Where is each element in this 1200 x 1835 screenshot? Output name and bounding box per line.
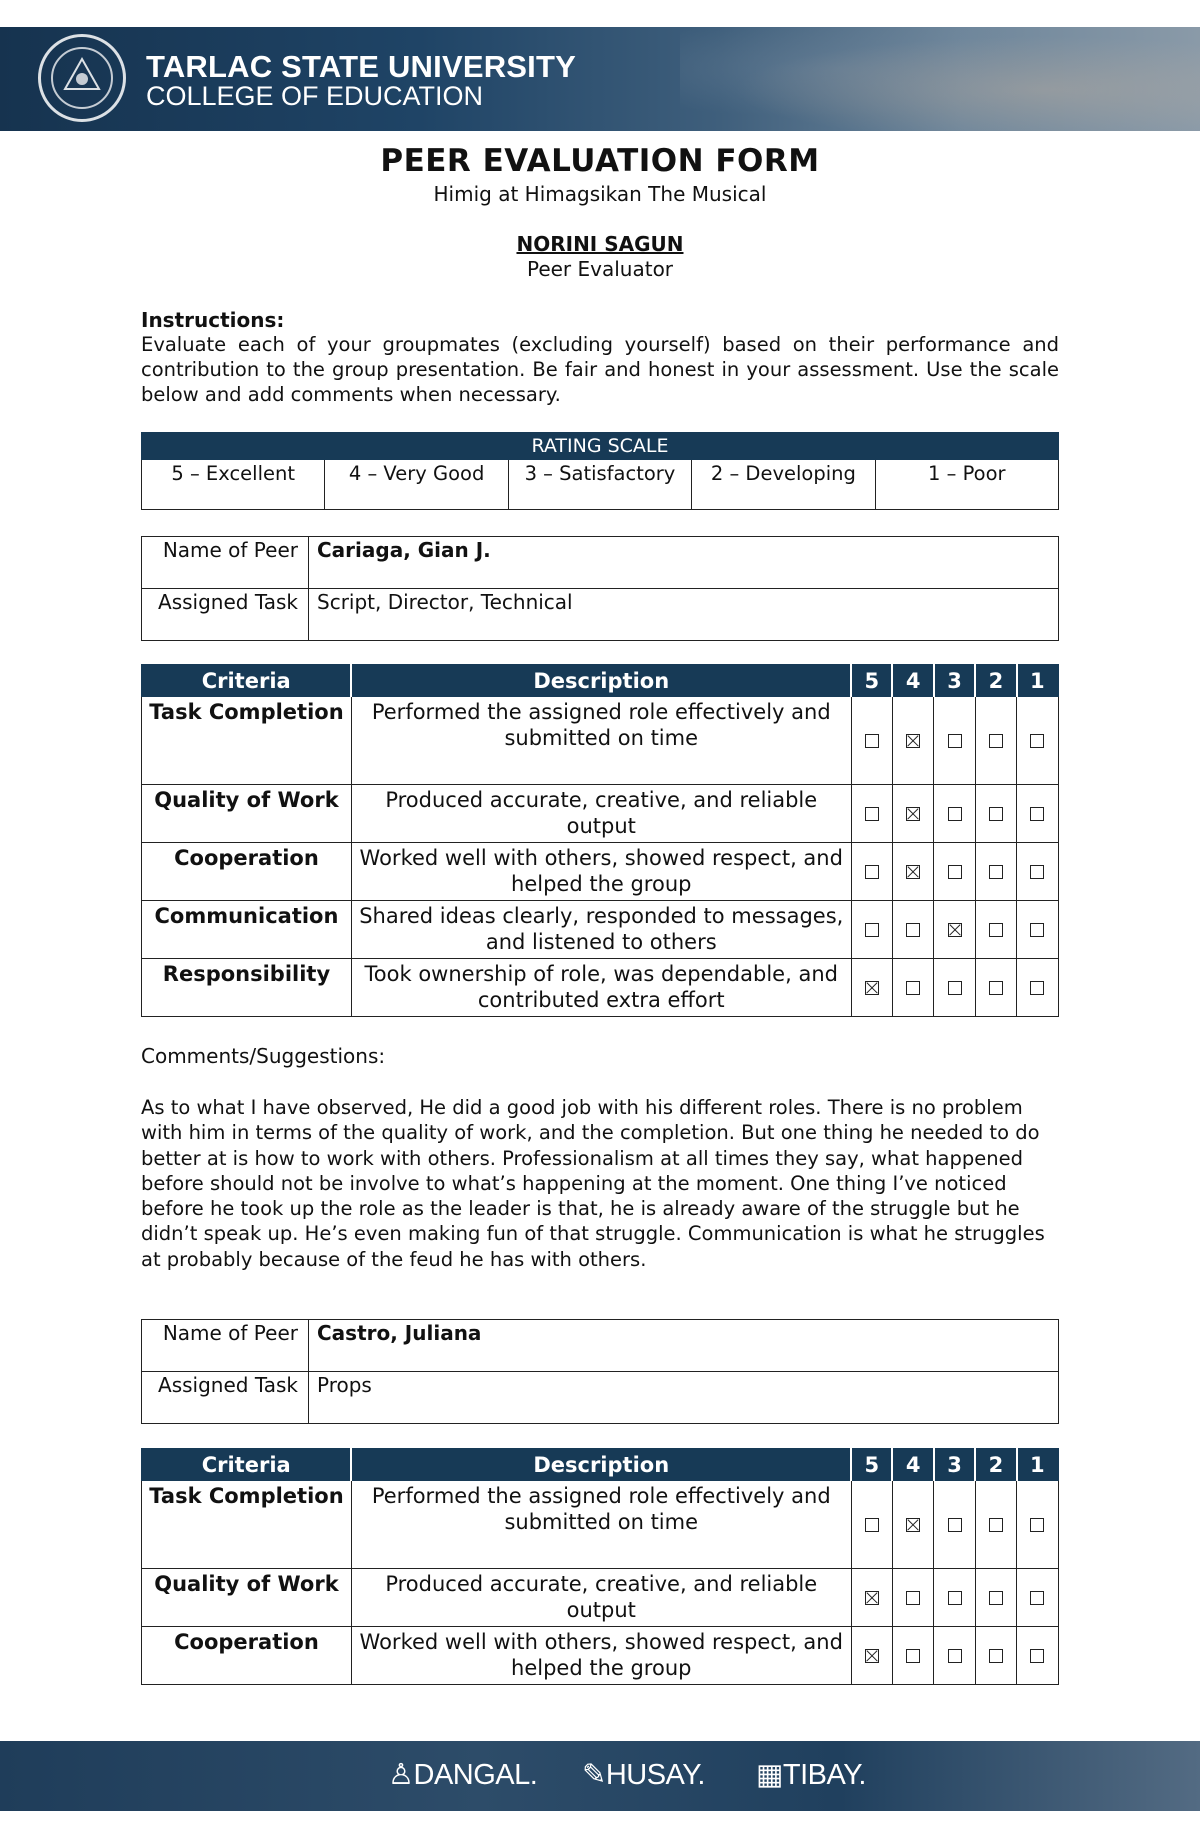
checkbox[interactable] bbox=[948, 734, 962, 748]
checkbox[interactable] bbox=[1030, 1649, 1044, 1663]
book-icon: ✎ bbox=[582, 1759, 606, 1791]
criteria-row bbox=[142, 843, 1059, 901]
banner-photo bbox=[680, 27, 1200, 131]
score-cell bbox=[892, 785, 933, 843]
criterion-description: Performed the assigned role effectively and submitted on time bbox=[351, 1481, 851, 1569]
checkbox[interactable] bbox=[1030, 734, 1044, 748]
checkbox[interactable] bbox=[989, 981, 1003, 995]
criteria-row bbox=[142, 959, 1059, 1017]
checkbox[interactable] bbox=[906, 981, 920, 995]
checked-checkbox[interactable] bbox=[865, 981, 879, 995]
score-cell bbox=[934, 959, 975, 1017]
criteria-row bbox=[142, 785, 1059, 843]
score-cell bbox=[975, 1627, 1016, 1685]
checkbox[interactable] bbox=[989, 1591, 1003, 1605]
score-cell bbox=[934, 697, 975, 785]
score-cell bbox=[892, 901, 933, 959]
peer-info-table bbox=[141, 536, 1059, 641]
checkbox[interactable] bbox=[865, 865, 879, 879]
score-cell bbox=[934, 1627, 975, 1685]
score-header: 1 bbox=[1017, 665, 1058, 697]
score-cell bbox=[975, 785, 1016, 843]
score-cell bbox=[975, 1481, 1016, 1569]
criterion-description: Produced accurate, creative, and reliable output bbox=[351, 1569, 851, 1627]
score-cell bbox=[975, 959, 1016, 1017]
score-cell bbox=[975, 697, 1016, 785]
assigned-task-label: Assigned Task bbox=[142, 1372, 309, 1424]
checked-checkbox[interactable] bbox=[906, 734, 920, 748]
assigned-task: Script, Director, Technical bbox=[309, 589, 1059, 641]
instructions-label: Instructions: bbox=[141, 308, 285, 332]
checkbox[interactable] bbox=[989, 734, 1003, 748]
checked-checkbox[interactable] bbox=[906, 807, 920, 821]
assigned-task: Props bbox=[309, 1372, 1059, 1424]
score-header: 2 bbox=[975, 1449, 1016, 1481]
university-seal bbox=[38, 34, 126, 122]
score-cell bbox=[892, 1481, 933, 1569]
checkbox[interactable] bbox=[989, 1649, 1003, 1663]
scale-level: 3 – Satisfactory bbox=[508, 460, 691, 510]
score-header: 3 bbox=[934, 1449, 975, 1481]
criterion-name: Task Completion bbox=[142, 1481, 352, 1569]
score-cell bbox=[851, 959, 892, 1017]
checkbox[interactable] bbox=[865, 734, 879, 748]
score-cell bbox=[1017, 697, 1058, 785]
criterion-name: Communication bbox=[142, 901, 352, 959]
score-cell bbox=[1017, 785, 1058, 843]
score-header: 2 bbox=[975, 665, 1016, 697]
checkbox[interactable] bbox=[1030, 1591, 1044, 1605]
criteria-row bbox=[142, 1569, 1059, 1627]
score-cell bbox=[892, 697, 933, 785]
rating-scale-table bbox=[141, 432, 1059, 510]
motto-tibay: ▦TIBAY. bbox=[756, 1759, 866, 1791]
criterion-description: Worked well with others, showed respect, and helped the group bbox=[351, 843, 851, 901]
form-subtitle: Himig at Himagsikan The Musical bbox=[433, 182, 767, 206]
score-cell bbox=[934, 785, 975, 843]
checkbox[interactable] bbox=[906, 1591, 920, 1605]
score-header: 5 bbox=[851, 1449, 892, 1481]
criterion-description: Took ownership of role, was dependable, and contributed extra effort bbox=[351, 959, 851, 1017]
criterion-name: Quality of Work bbox=[142, 1569, 352, 1627]
motto-dangal: ♙DANGAL. bbox=[388, 1759, 538, 1791]
score-cell bbox=[851, 697, 892, 785]
checkbox[interactable] bbox=[865, 923, 879, 937]
scale-level: 2 – Developing bbox=[692, 460, 875, 510]
score-cell bbox=[892, 1569, 933, 1627]
checkbox[interactable] bbox=[1030, 807, 1044, 821]
university-name: TARLAC STATE UNIVERSITY bbox=[146, 49, 576, 84]
score-header: 4 bbox=[892, 1449, 933, 1481]
rating-scale-title: RATING SCALE bbox=[142, 433, 1059, 460]
torch-icon: ♙ bbox=[388, 1759, 414, 1791]
criterion-name: Cooperation bbox=[142, 1627, 352, 1685]
criterion-description: Shared ideas clearly, responded to messages, and listened to others bbox=[351, 901, 851, 959]
criterion-description: Produced accurate, creative, and reliable output bbox=[351, 785, 851, 843]
assigned-task-label: Assigned Task bbox=[142, 589, 309, 641]
checked-checkbox[interactable] bbox=[948, 923, 962, 937]
score-header: 1 bbox=[1017, 1449, 1058, 1481]
score-cell bbox=[851, 901, 892, 959]
checkbox[interactable] bbox=[1030, 1518, 1044, 1532]
college-name: COLLEGE OF EDUCATION bbox=[146, 81, 484, 111]
footer-banner bbox=[0, 1741, 1200, 1811]
score-cell bbox=[934, 1481, 975, 1569]
form-title: PEER EVALUATION FORM bbox=[380, 143, 820, 179]
score-cell bbox=[1017, 1627, 1058, 1685]
score-cell bbox=[1017, 1569, 1058, 1627]
criteria-row bbox=[142, 1481, 1059, 1569]
peer-name-label: Name of Peer bbox=[142, 1320, 309, 1372]
checkbox[interactable] bbox=[948, 865, 962, 879]
score-cell bbox=[1017, 1481, 1058, 1569]
description-header: Description bbox=[351, 1449, 851, 1481]
comments-label: Comments/Suggestions: bbox=[141, 1044, 386, 1068]
peer-name: Castro, Juliana bbox=[309, 1320, 1059, 1372]
criteria-row bbox=[142, 697, 1059, 785]
score-header: 5 bbox=[851, 665, 892, 697]
checked-checkbox[interactable] bbox=[865, 1649, 879, 1663]
score-cell bbox=[851, 843, 892, 901]
checkbox[interactable] bbox=[906, 923, 920, 937]
score-cell bbox=[1017, 959, 1058, 1017]
peer-info-table bbox=[141, 1319, 1059, 1424]
header-banner bbox=[0, 27, 1200, 131]
score-cell bbox=[975, 1569, 1016, 1627]
checkbox[interactable] bbox=[1030, 865, 1044, 879]
score-cell bbox=[975, 843, 1016, 901]
checked-checkbox[interactable] bbox=[906, 865, 920, 879]
scale-level: 5 – Excellent bbox=[142, 460, 325, 510]
checkbox[interactable] bbox=[989, 865, 1003, 879]
scale-level: 4 – Very Good bbox=[325, 460, 508, 510]
criteria-table bbox=[141, 664, 1059, 1017]
score-header: 3 bbox=[934, 665, 975, 697]
checkbox[interactable] bbox=[865, 807, 879, 821]
score-cell bbox=[851, 1569, 892, 1627]
peer-name: Cariaga, Gian J. bbox=[309, 537, 1059, 589]
score-cell bbox=[1017, 843, 1058, 901]
score-cell bbox=[934, 901, 975, 959]
score-cell bbox=[892, 1627, 933, 1685]
checkbox[interactable] bbox=[1030, 923, 1044, 937]
checked-checkbox[interactable] bbox=[865, 1591, 879, 1605]
instructions-text: Evaluate each of your groupmates (excluding yourself) based on their performance and contribution to the group presentation. Be fair and honest in your assessment. Use the scale below and add comments when necessary. bbox=[141, 333, 1059, 406]
checkbox[interactable] bbox=[1030, 981, 1044, 995]
score-cell bbox=[851, 1481, 892, 1569]
score-cell bbox=[851, 1627, 892, 1685]
evaluator-name: NORINI SAGUN bbox=[516, 232, 684, 256]
criterion-name: Task Completion bbox=[142, 697, 352, 785]
score-cell bbox=[975, 901, 1016, 959]
criteria-row bbox=[142, 901, 1059, 959]
checkbox[interactable] bbox=[948, 807, 962, 821]
score-cell bbox=[892, 843, 933, 901]
checkbox[interactable] bbox=[989, 923, 1003, 937]
description-header: Description bbox=[351, 665, 851, 697]
checked-checkbox[interactable] bbox=[906, 1518, 920, 1532]
scale-level: 1 – Poor bbox=[875, 460, 1058, 510]
criterion-name: Responsibility bbox=[142, 959, 352, 1017]
criteria-header: Criteria bbox=[142, 1449, 352, 1481]
checkbox[interactable] bbox=[865, 1518, 879, 1532]
criterion-description: Performed the assigned role effectively and submitted on time bbox=[351, 697, 851, 785]
criteria-header: Criteria bbox=[142, 665, 352, 697]
score-cell bbox=[934, 1569, 975, 1627]
criterion-name: Cooperation bbox=[142, 843, 352, 901]
score-cell bbox=[851, 785, 892, 843]
checkbox[interactable] bbox=[906, 1649, 920, 1663]
criteria-table bbox=[141, 1448, 1059, 1685]
criterion-description: Worked well with others, showed respect, and helped the group bbox=[351, 1627, 851, 1685]
evaluator-role: Peer Evaluator bbox=[526, 257, 674, 281]
comments-text: As to what I have observed, He did a good job with his different roles. There is no problem with him in terms of the quality of work, and the completion. But one thing he needed to do better at is how to work with others. Professionalism at all times they say, what happened before should not be involve to what’s happening at the moment. One thing I’ve noticed before he took up the role as the leader is that, he is already aware of the struggle but he didn’t speak up. He’s even making fun of that struggle. Communication is what he struggles at probably because of the feud he has with others. bbox=[141, 1096, 1045, 1271]
criteria-row bbox=[142, 1627, 1059, 1685]
score-cell bbox=[934, 843, 975, 901]
checkbox[interactable] bbox=[948, 1591, 962, 1605]
score-cell bbox=[892, 959, 933, 1017]
checkbox[interactable] bbox=[989, 807, 1003, 821]
checkbox[interactable] bbox=[948, 981, 962, 995]
building-icon: ▦ bbox=[756, 1759, 783, 1791]
motto-husay: ✎HUSAY. bbox=[582, 1759, 705, 1791]
score-header: 4 bbox=[892, 665, 933, 697]
score-cell bbox=[1017, 901, 1058, 959]
checkbox[interactable] bbox=[948, 1649, 962, 1663]
checkbox[interactable] bbox=[948, 1518, 962, 1532]
checkbox[interactable] bbox=[989, 1518, 1003, 1532]
criterion-name: Quality of Work bbox=[142, 785, 352, 843]
peer-name-label: Name of Peer bbox=[142, 537, 309, 589]
